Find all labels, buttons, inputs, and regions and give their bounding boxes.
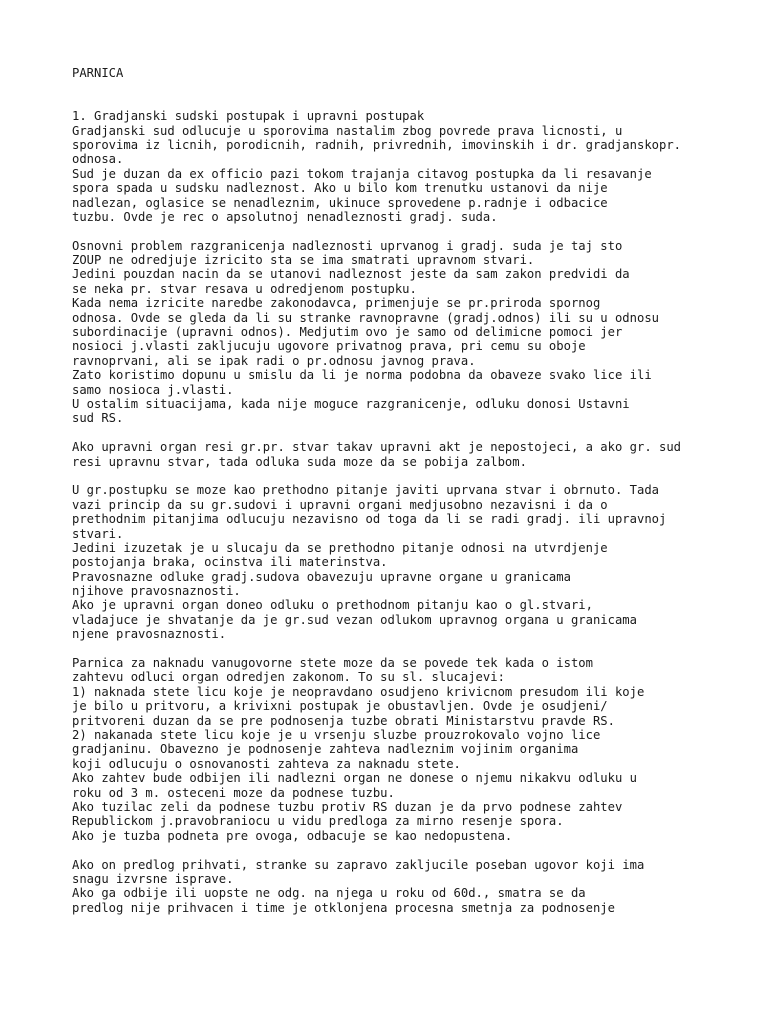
text-line: zahtevu odluci organ odredjen zakonom. To su sl. slucajevi:: [72, 670, 505, 685]
text-line: Ako upravni organ resi gr.pr. stvar takav upravni akt je nepostojeci, a ako gr. sud: [72, 440, 682, 455]
text-line: vazi princip da su gr.sudovi i upravni organi medjusobno nezavisni i da o: [72, 497, 608, 512]
text-line: U gr.postupku se moze kao prethodno pitanje javiti uprvana stvar i obrnuto. Tada: [72, 483, 659, 498]
text-line: Republickom j.pravobraniocu u vidu predloga za mirno resenje spora.: [72, 814, 564, 829]
text-line: Ako ga odbije ili uopste ne odg. na njega u roku od 60d., smatra se da: [72, 886, 586, 901]
text-line: sporovima iz licnih, porodicnih, radnih, privrednih, imovinskih i dr. gradjanskopr.: [72, 137, 682, 152]
text-line: nadlezan, oglasice se nenadleznim, ukinuce sprovedene p.radnje i odbacice: [72, 195, 608, 210]
text-line: Ako tuzilac zeli da podnese tuzbu protiv RS duzan je da prvo podnese zahtev: [72, 799, 623, 814]
text-line: Jedini izuzetak je u slucaju da se prethodno pitanje odnosi na utvrdjenje: [72, 540, 608, 555]
text-line: spora spada u sudsku nadleznost. Ako u bilo kom trenutku ustanovi da nije: [72, 181, 608, 196]
text-line: Jedini pouzdan nacin da se utanovi nadleznost jeste da sam zakon predvidi da: [72, 267, 630, 282]
text-line: je bilo u pritvoru, a krivixni postupak je obustavljen. Ovde je osudjeni/: [72, 699, 608, 714]
text-line: Ako je tuzba podneta pre ovoga, odbacuje se kao nedopustena.: [72, 828, 513, 843]
text-line: Sud je duzan da ex officio pazi tokom trajanja citavog postupka da li resavanje: [72, 166, 652, 181]
text-line: prethodnim pitanjima odlucuju nezavisno od toga da li se radi gradj. ili upravnoj: [72, 512, 667, 527]
text-line: ZOUP ne odredjuje izricito sta se ima smatrati upravnom stvari.: [72, 253, 535, 268]
paragraph: [72, 239, 752, 426]
document-body: [72, 109, 752, 915]
text-line: se neka pr. stvar resava u odredjenom postupku.: [72, 281, 417, 296]
document-page: [72, 66, 752, 929]
text-line: Zato koristimo dopunu u smislu da li je norma podobna da obaveze svako lice ili: [72, 368, 652, 383]
text-line: 2) nakanada stete licu koje je u vrsenju sluzbe prouzrokovalo vojno lice: [72, 727, 601, 742]
text-line: odnosa. Ovde se gleda da li su stranke ravnopravne (gradj.odnos) ili su u odnosu: [72, 310, 659, 325]
text-line: 1. Gradjanski sudski postupak i upravni postupak: [72, 109, 425, 124]
paragraph: [72, 483, 752, 641]
text-line: samo nosioca j.vlasti.: [72, 382, 234, 397]
text-line: Kada nema izricite naredbe zakonodavca, primenjuje se pr.priroda spornog: [72, 296, 601, 311]
text-line: njene pravosnaznosti.: [72, 627, 227, 642]
paragraph: [72, 109, 752, 224]
text-line: predlog nije prihvacen i time je otklonjena procesna smetnja za podnosenje: [72, 900, 615, 915]
text-line: nosioci j.vlasti zakljucuju ugovore privatnog prava, pri cemu su oboje: [72, 339, 586, 354]
text-line: Pravosnazne odluke gradj.sudova obavezuju upravne organe u granicama: [72, 569, 571, 584]
text-line: njihove pravosnaznosti.: [72, 584, 241, 599]
document-title: PARNICA: [72, 66, 124, 80]
text-line: gradjaninu. Obavezno je podnosenje zahteva nadleznim vojinim organima: [72, 742, 579, 757]
paragraph: [72, 656, 752, 843]
text-line: roku od 3 m. osteceni moze da podnese tuzbu.: [72, 785, 395, 800]
text-line: resi upravnu stvar, tada odluka suda moze da se pobija zalbom.: [72, 454, 527, 469]
text-line: Ako je upravni organ doneo odluku o prethodnom pitanju kao o gl.stvari,: [72, 598, 593, 613]
text-line: Parnica za naknadu vanugovorne stete moze da se povede tek kada o istom: [72, 656, 593, 671]
text-line: Osnovni problem razgranicenja nadleznosti uprvanog i gradj. suda je taj sto: [72, 238, 623, 253]
text-line: vladajuce je shvatanje da je gr.sud vezan odlukom upravnog organa u granicama: [72, 612, 637, 627]
text-line: Gradjanski sud odlucuje u sporovima nastalim zbog povrede prava licnosti, u: [72, 123, 623, 138]
text-line: Ako zahtev bude odbijen ili nadlezni organ ne donese o njemu nikakvu odluku u: [72, 771, 637, 786]
text-line: odnosa.: [72, 152, 124, 167]
text-line: U ostalim situacijama, kada nije moguce razgranicenje, odluku donosi Ustavni: [72, 397, 630, 411]
paragraph: [72, 858, 752, 916]
text-line: stvari.: [72, 526, 124, 541]
text-line: subordinacije (upravni odnos). Medjutim ovo je samo od delimicne pomoci jer: [72, 325, 623, 340]
text-line: ravnoprvani, ali se ipak radi o pr.odnosu javnog prava.: [72, 353, 476, 368]
text-line: koji odlucuju o osnovanosti zahteva za naknadu stete.: [72, 756, 461, 771]
text-line: Ako on predlog prihvati, stranke su zapravo zakljucile poseban ugovor koji ima: [72, 857, 645, 872]
text-line: snagu izvrsne isprave.: [72, 871, 234, 886]
text-line: 1) naknada stete licu koje je neopravdano osudjeno krivicnom presudom ili koje: [72, 684, 645, 699]
title-spacer: [72, 80, 752, 109]
text-line: tuzbu. Ovde je rec o apsolutnoj nenadleznosti gradj. suda.: [72, 209, 498, 224]
text-line: postojanja braka, ocinstva ili materinstva.: [72, 555, 388, 570]
text-line: pritvoreni duzan da se pre podnosenja tuzbe obrati Ministarstvu pravde RS.: [72, 713, 615, 728]
paragraph: [72, 440, 752, 469]
text-line: sud RS.: [72, 411, 124, 426]
